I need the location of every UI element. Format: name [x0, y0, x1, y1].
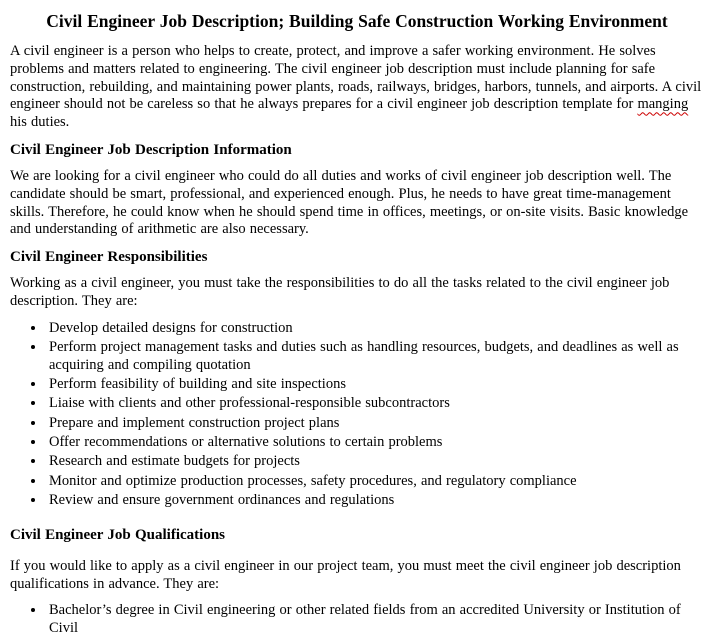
list-item: • Liaise with clients and other professional-responsible subcontractors [46, 395, 704, 413]
page-title: Civil Engineer Job Description; Building Safe Construction Working Environment [46, 11, 668, 31]
job-description-information-paragraph: We are looking for a civil engineer who could do all duties and works of civil engineer job description well. The candidate should be smart, professional, and experienced enough. Plus, he needs to have great time-management skills. Therefore, he could know when he should spend time in offices, meetings, or on-site visits. Basic knowledge and understanding of arithmetic are also necessary. [10, 167, 689, 238]
list-item: • Review and ensure government ordinances and regulations [46, 492, 704, 510]
responsibilities-list [10, 320, 704, 510]
intro-text-before: A civil engineer is a person who helps to create, protect, and improve a safer working environment. He solves problems and matters related to engineering. The civil engineer job description must include planning for safe construction, rebuilding, and maintaining power plants, roads, railways, bridges, harbors, tunnels, and airports. A civil engineer should not be careless so that he always prepares for a civil engineer job description template for [10, 43, 702, 113]
intro-paragraph [10, 43, 704, 132]
intro-text-after: his duties. [10, 114, 70, 131]
list-item: • Bachelor’s degree in Civil engineering or other related fields from an accredited University or Institution of Civil [46, 602, 704, 638]
misspelled-word: manging [637, 96, 689, 113]
section-heading-responsibilities: Civil Engineer Responsibilities [10, 249, 208, 266]
list-item: • Offer recommendations or alternative solutions to certain problems [46, 434, 704, 452]
list-item: • Develop detailed designs for construction [46, 320, 704, 338]
list-item: • Prepare and implement construction project plans [46, 415, 704, 433]
list-item: • Perform project management tasks and duties such as handling resources, budgets, and deadlines as well as acquiring and compiling quotation [46, 339, 704, 375]
responsibilities-intro-paragraph: Working as a civil engineer, you must take the responsibilities to do all the tasks related to the civil engineer job description. They are: [10, 275, 670, 309]
list-item: • Monitor and optimize production processes, safety procedures, and regulatory compliance [46, 473, 704, 491]
section-heading-job-description-information: Civil Engineer Job Description Information [10, 141, 292, 158]
section-heading-qualifications: Civil Engineer Job Qualifications [10, 526, 225, 543]
list-item: • Research and estimate budgets for projects [46, 453, 704, 471]
qualifications-list [10, 602, 704, 638]
document-page [0, 10, 714, 637]
list-item: • Perform feasibility of building and site inspections [46, 376, 704, 394]
qualifications-intro-paragraph: If you would like to apply as a civil engineer in our project team, you must meet the civil engineer job description qualifications in advance. They are: [10, 557, 681, 592]
